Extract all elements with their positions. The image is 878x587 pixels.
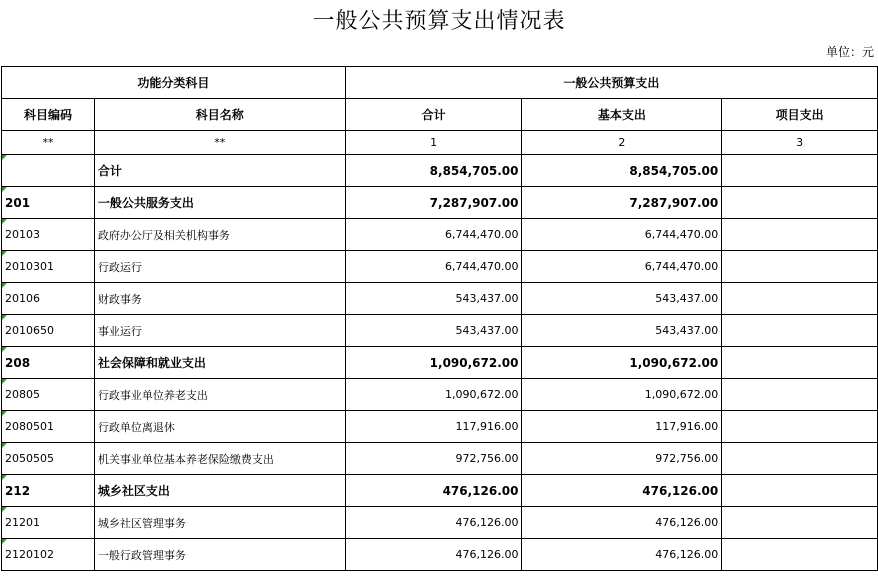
header-project: 项目支出 [722, 99, 878, 131]
table-row [2, 155, 878, 187]
cell-code: 2050505 [2, 443, 95, 475]
cell-total: 6,744,470.00 [345, 251, 522, 283]
cell-basic: 543,437.00 [522, 283, 722, 315]
cell-name: 政府办公厅及相关机构事务 [94, 219, 345, 251]
cell-code: 20103 [2, 219, 95, 251]
cell-basic: 543,437.00 [522, 315, 722, 347]
cell-total: 543,437.00 [345, 315, 522, 347]
header-code: 科目编码 [2, 99, 95, 131]
page-title: 一般公共预算支出情况表 [312, 9, 566, 34]
cell-total: 117,916.00 [345, 411, 522, 443]
cell-code: 20805 [2, 379, 95, 411]
cell-basic: 1,090,672.00 [522, 347, 722, 379]
cell-total: 1,090,672.00 [345, 347, 522, 379]
header-group-row [2, 67, 878, 99]
table-row [2, 347, 878, 379]
cell-name: 行政事业单位养老支出 [94, 379, 345, 411]
cell-project [722, 187, 878, 219]
table-row [2, 251, 878, 283]
table-row [2, 219, 878, 251]
cell-name: 行政运行 [94, 251, 345, 283]
cell-code: 21201 [2, 507, 95, 539]
cell-total: 476,126.00 [345, 475, 522, 507]
cell-total: 972,756.00 [345, 443, 522, 475]
cell-code [2, 155, 95, 187]
cell-name: 一般公共服务支出 [94, 187, 345, 219]
cell-project [722, 283, 878, 315]
cell-project [722, 379, 878, 411]
cell-project [722, 507, 878, 539]
table-row [2, 379, 878, 411]
cell-code: 212 [2, 475, 95, 507]
cell-basic: 972,756.00 [522, 443, 722, 475]
cell-name: 事业运行 [94, 315, 345, 347]
cell-total: 543,437.00 [345, 283, 522, 315]
cell-code: 20106 [2, 283, 95, 315]
cell-project [722, 443, 878, 475]
cell-name: 机关事业单位基本养老保险缴费支出 [94, 443, 345, 475]
cell-name: 财政事务 [94, 283, 345, 315]
cell-basic: 6,744,470.00 [522, 251, 722, 283]
cell-name: 城乡社区支出 [94, 475, 345, 507]
cell-basic: 8,854,705.00 [522, 155, 722, 187]
header-name: 科目名称 [94, 99, 345, 131]
cell-basic: 6,744,470.00 [522, 219, 722, 251]
cell-code: 208 [2, 347, 95, 379]
cell-code: 2120102 [2, 539, 95, 571]
index-project: 3 [722, 131, 878, 155]
cell-name: 社会保障和就业支出 [94, 347, 345, 379]
cell-name: 城乡社区管理事务 [94, 507, 345, 539]
cell-total: 6,744,470.00 [345, 219, 522, 251]
table-row [2, 475, 878, 507]
index-basic: 2 [522, 131, 722, 155]
table-row [2, 411, 878, 443]
cell-basic: 476,126.00 [522, 507, 722, 539]
table-row [2, 315, 878, 347]
header-index-row [2, 131, 878, 155]
cell-total: 476,126.00 [345, 507, 522, 539]
header-basic: 基本支出 [522, 99, 722, 131]
index-code: ** [2, 131, 95, 155]
cell-basic: 1,090,672.00 [522, 379, 722, 411]
header-column-row [2, 99, 878, 131]
header-total: 合计 [345, 99, 522, 131]
cell-total: 1,090,672.00 [345, 379, 522, 411]
header-budget-expenditure: 一般公共预算支出 [345, 67, 877, 99]
cell-basic: 117,916.00 [522, 411, 722, 443]
cell-basic: 7,287,907.00 [522, 187, 722, 219]
cell-code: 2010301 [2, 251, 95, 283]
cell-project [722, 251, 878, 283]
cell-code: 2010650 [2, 315, 95, 347]
table-row [2, 539, 878, 571]
cell-code: 2080501 [2, 411, 95, 443]
cell-project [722, 411, 878, 443]
table-row [2, 507, 878, 539]
cell-total: 7,287,907.00 [345, 187, 522, 219]
cell-basic: 476,126.00 [522, 539, 722, 571]
index-name: ** [94, 131, 345, 155]
cell-project [722, 155, 878, 187]
header-functional-category: 功能分类科目 [2, 67, 346, 99]
cell-name: 合计 [94, 155, 345, 187]
table-row [2, 283, 878, 315]
cell-project [722, 315, 878, 347]
table-row [2, 187, 878, 219]
cell-project [722, 539, 878, 571]
cell-total: 476,126.00 [345, 539, 522, 571]
cell-project [722, 219, 878, 251]
unit-label: 单位：元 [825, 45, 874, 59]
cell-name: 行政单位离退休 [94, 411, 345, 443]
cell-total: 8,854,705.00 [345, 155, 522, 187]
table-row [2, 443, 878, 475]
expenditure-table [1, 66, 878, 571]
cell-basic: 476,126.00 [522, 475, 722, 507]
index-total: 1 [345, 131, 522, 155]
cell-project [722, 475, 878, 507]
cell-code: 201 [2, 187, 95, 219]
cell-project [722, 347, 878, 379]
cell-name: 一般行政管理事务 [94, 539, 345, 571]
